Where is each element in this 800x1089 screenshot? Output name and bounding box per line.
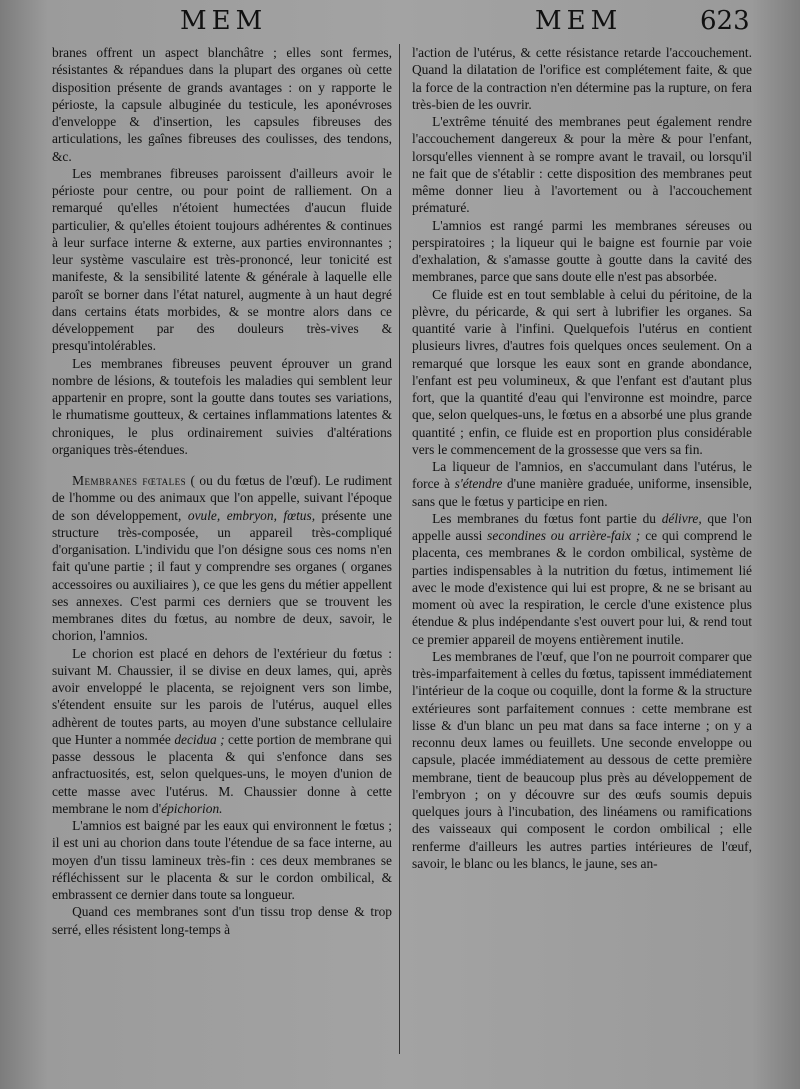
entry-membranes-foetales: [52, 472, 392, 645]
italic-term: épichorion.: [161, 800, 223, 816]
italic-term: secondines ou arrière-faix ;: [487, 528, 641, 543]
paragraph: L'amnios est baigné par les eaux qui environnent le fœtus ; il est uni au chorion dans toute l'étendue de sa face interne, au moyen d'un tissu lamineux très-fin : ces deux membranes se réfléchissent sur le placenta & sur le cordon ombilical, & embrassent ce dernier dans toute sa longueur.: [52, 818, 392, 902]
entry-headword: Membranes fœtales: [72, 473, 187, 488]
paragraph: branes offrent un aspect blanchâtre ; elles sont fermes, résistantes & répandues dans la plupart des organes où cette disposition présente de grands avantages : on y rapporte le périoste, la capsule albuginée du testicule, les aponévroses d'enveloppe & d'insertion, les capsules fibreuses des articulations, les gaînes fibreuses des coulisses, des tendons, &c.: [52, 45, 392, 164]
paragraph: l'action de l'utérus, & cette résistance retarde l'accouchement. Quand la dilatation de l'orifice est complétement faite, & que la force de la contraction n'en détermine pas la rupture, on fera très-bien de les ouvrir.: [412, 45, 752, 112]
text-run: ( ou du fœtus de l'œuf). Le rudiment de l'homme ou des animaux que l'on appelle, suivant l'époque de son développement,: [52, 473, 392, 523]
column-divider: [399, 44, 400, 1054]
italic-term: ovule, embryon, fœtus,: [187, 507, 316, 523]
paragraph: Les membranes fibreuses peuvent éprouver un grand nombre de lésions, & toutefois les maladies qui semblent leur appartenir en propre, sont la goutte dans toutes ses variations, le rhumatisme goutteux, & certaines inflammations latentes & chroniques, le plus ordinairement suivies d'altérations organiques très-étendues.: [52, 355, 392, 457]
paragraph: Ce fluide est en tout semblable à celui du péritoine, de la plèvre, du péricarde, & qui sert à lubrifier les organes. Sa quantité varie à l'infini. Quelquefois l'utérus en contient plusieurs livres, d'autres fois quelques onces seulement. On a remarqué que lorsque les eaux sont en grande abondance, l'enfant est peu volumineux, & que l'enfant est d'autant plus fort, que la quantité d'eau qui l'environne est moindre, parce que, selon quelques-uns, le fœtus en a absorbé une plus grande quantité ; enfin, ce fluide est en proportion plus considérable vers le commencement de la grossesse que vers sa fin.: [412, 286, 752, 457]
left-column: [52, 44, 392, 1074]
text-run: Les membranes du fœtus font partie du: [432, 510, 662, 526]
paragraph: Quand ces membranes sont d'un tissu trop dense & trop serré, elles résistent long-temps à: [52, 904, 392, 937]
italic-term: délivre,: [661, 510, 702, 526]
paragraph: [412, 510, 752, 648]
text-run: d'une manière graduée, uniforme, insensible, sans que le fœtus y participe en rien.: [412, 476, 752, 509]
paragraph: [412, 458, 752, 510]
text-run: La liqueur de l'amnios, en s'accumulant dans l'utérus, le force à: [412, 459, 752, 492]
paragraph: L'amnios est rangé parmi les membranes séreuses ou perspiratoires ; la liqueur qui le baigne est fournie par voie d'exhalation, & s'amasse goutte à goutte dans la cavité des membranes, parce que sans doute elle n'est pas absorbée.: [412, 217, 752, 285]
text-run: ce qui comprend le placenta, ces membranes & le cordon ombilical, système de parties indispensables à la nutrition du fœtus, intimement lié avec le mode d'existence qui lui est propre, & ne se brisant au moment où avec la respiration, le cercle d'une existence plus étendue & plus indépendante s'est ouvert pour lui, & rend tout ce premier appareil de moyens entièrement inutile.: [412, 528, 752, 647]
right-column: [412, 44, 752, 1074]
page-number: 623: [700, 6, 750, 36]
italic-term: s'étendre: [454, 476, 503, 492]
running-header: [0, 6, 800, 40]
paragraph: [52, 645, 392, 818]
header-right-word: MEM: [535, 6, 623, 36]
paragraph: Les membranes fibreuses paroissent d'ailleurs avoir le périoste pour centre, ou pour point de ralliement. On a remarqué qu'elles n'étoient humectées d'aucun fluide particulier, & qu'elles étoient toujours adhérentes & continues à leur surface interne & externe, aux parties environnantes ; leur système vasculaire est très-prononcé, leur tonicité est manifeste, & la sensibilité latente & générale à laquelle elle paroît se borner dans l'état naturel, augmente à un haut degré dans certains états morbides, & se montre alors dans ce développement par des douleurs très-vives & presqu'intolérables.: [52, 165, 392, 354]
text-run: présente une structure très-composée, un appareil très-compliqué d'organisation. L'individu que l'on désigne sous ces noms n'en fait qu'une partie ; il faut y comprendre ses organes ( organes accessoires ou auxiliaires ), ce que les gens du métier appellent ses annexes. C'est parmi ces derniers que se trouvent les membranes dites du fœtus, au nombre de deux, savoir, le chorion, l'amnios.: [52, 507, 392, 644]
italic-term: decidua ;: [174, 731, 225, 747]
text-run: cette portion de membrane qui passe dessous le placenta & qui s'enfonce dans ses anfractuosités, est, selon quelques-uns, le moyen d'union de cette masse avec l'utérus. M. Chaussier donne à cette membrane le nom d': [52, 731, 392, 816]
paragraph: L'extrême ténuité des membranes peut également rendre l'accouchement dangereux & pour la mère & pour l'enfant, lorsqu'elles viennent à se rompre avant le travail, ou lorsqu'il ne fait que de s'établir : cette disposition des membranes peut même donner lieu à l'avortement ou à l'accouchement prématuré.: [412, 114, 752, 216]
text-run: que l'on appelle aussi: [412, 510, 752, 543]
paragraph: Les membranes de l'œuf, que l'on ne pourroit comparer que très-imparfaitement à celles du fœtus, tapissent immédiatement l'intérieur de la coque ou coquille, dont la forme & la structure extérieures sont parfaitement connues : cette membrane est lisse & d'un blanc un peu mat dans sa face interne ; on y a reconnu deux lames ou feuillets. Une seconde enveloppe ou capsule, placée immédiatement au dessous de cette première membrane, tient de beaucoup plus près au développement de l'embryon ; on y découvre sur des œufs soumis depuis quelques jours à l'incubation, des linéamens ou ramifications des vaisseaux qui composent le cordon ombilical ; elle renferme d'ailleurs les autres parties intérieures de l'œuf, savoir, le blanc ou les blancs, le jaune, ses an-: [412, 648, 752, 871]
text-run: Le chorion est placé en dehors de l'extérieur du fœtus : suivant M. Chaussier, il se divise en deux lames, qui, après avoir enveloppé le placenta, se rejoignent vers son limbe, s'étendent ensuite sur les parois de l'utérus, auquel elles adhèrent de toutes parts, au moyen d'une substance cellulaire que Hunter a nommée: [52, 645, 392, 747]
header-left-word: MEM: [180, 6, 268, 36]
